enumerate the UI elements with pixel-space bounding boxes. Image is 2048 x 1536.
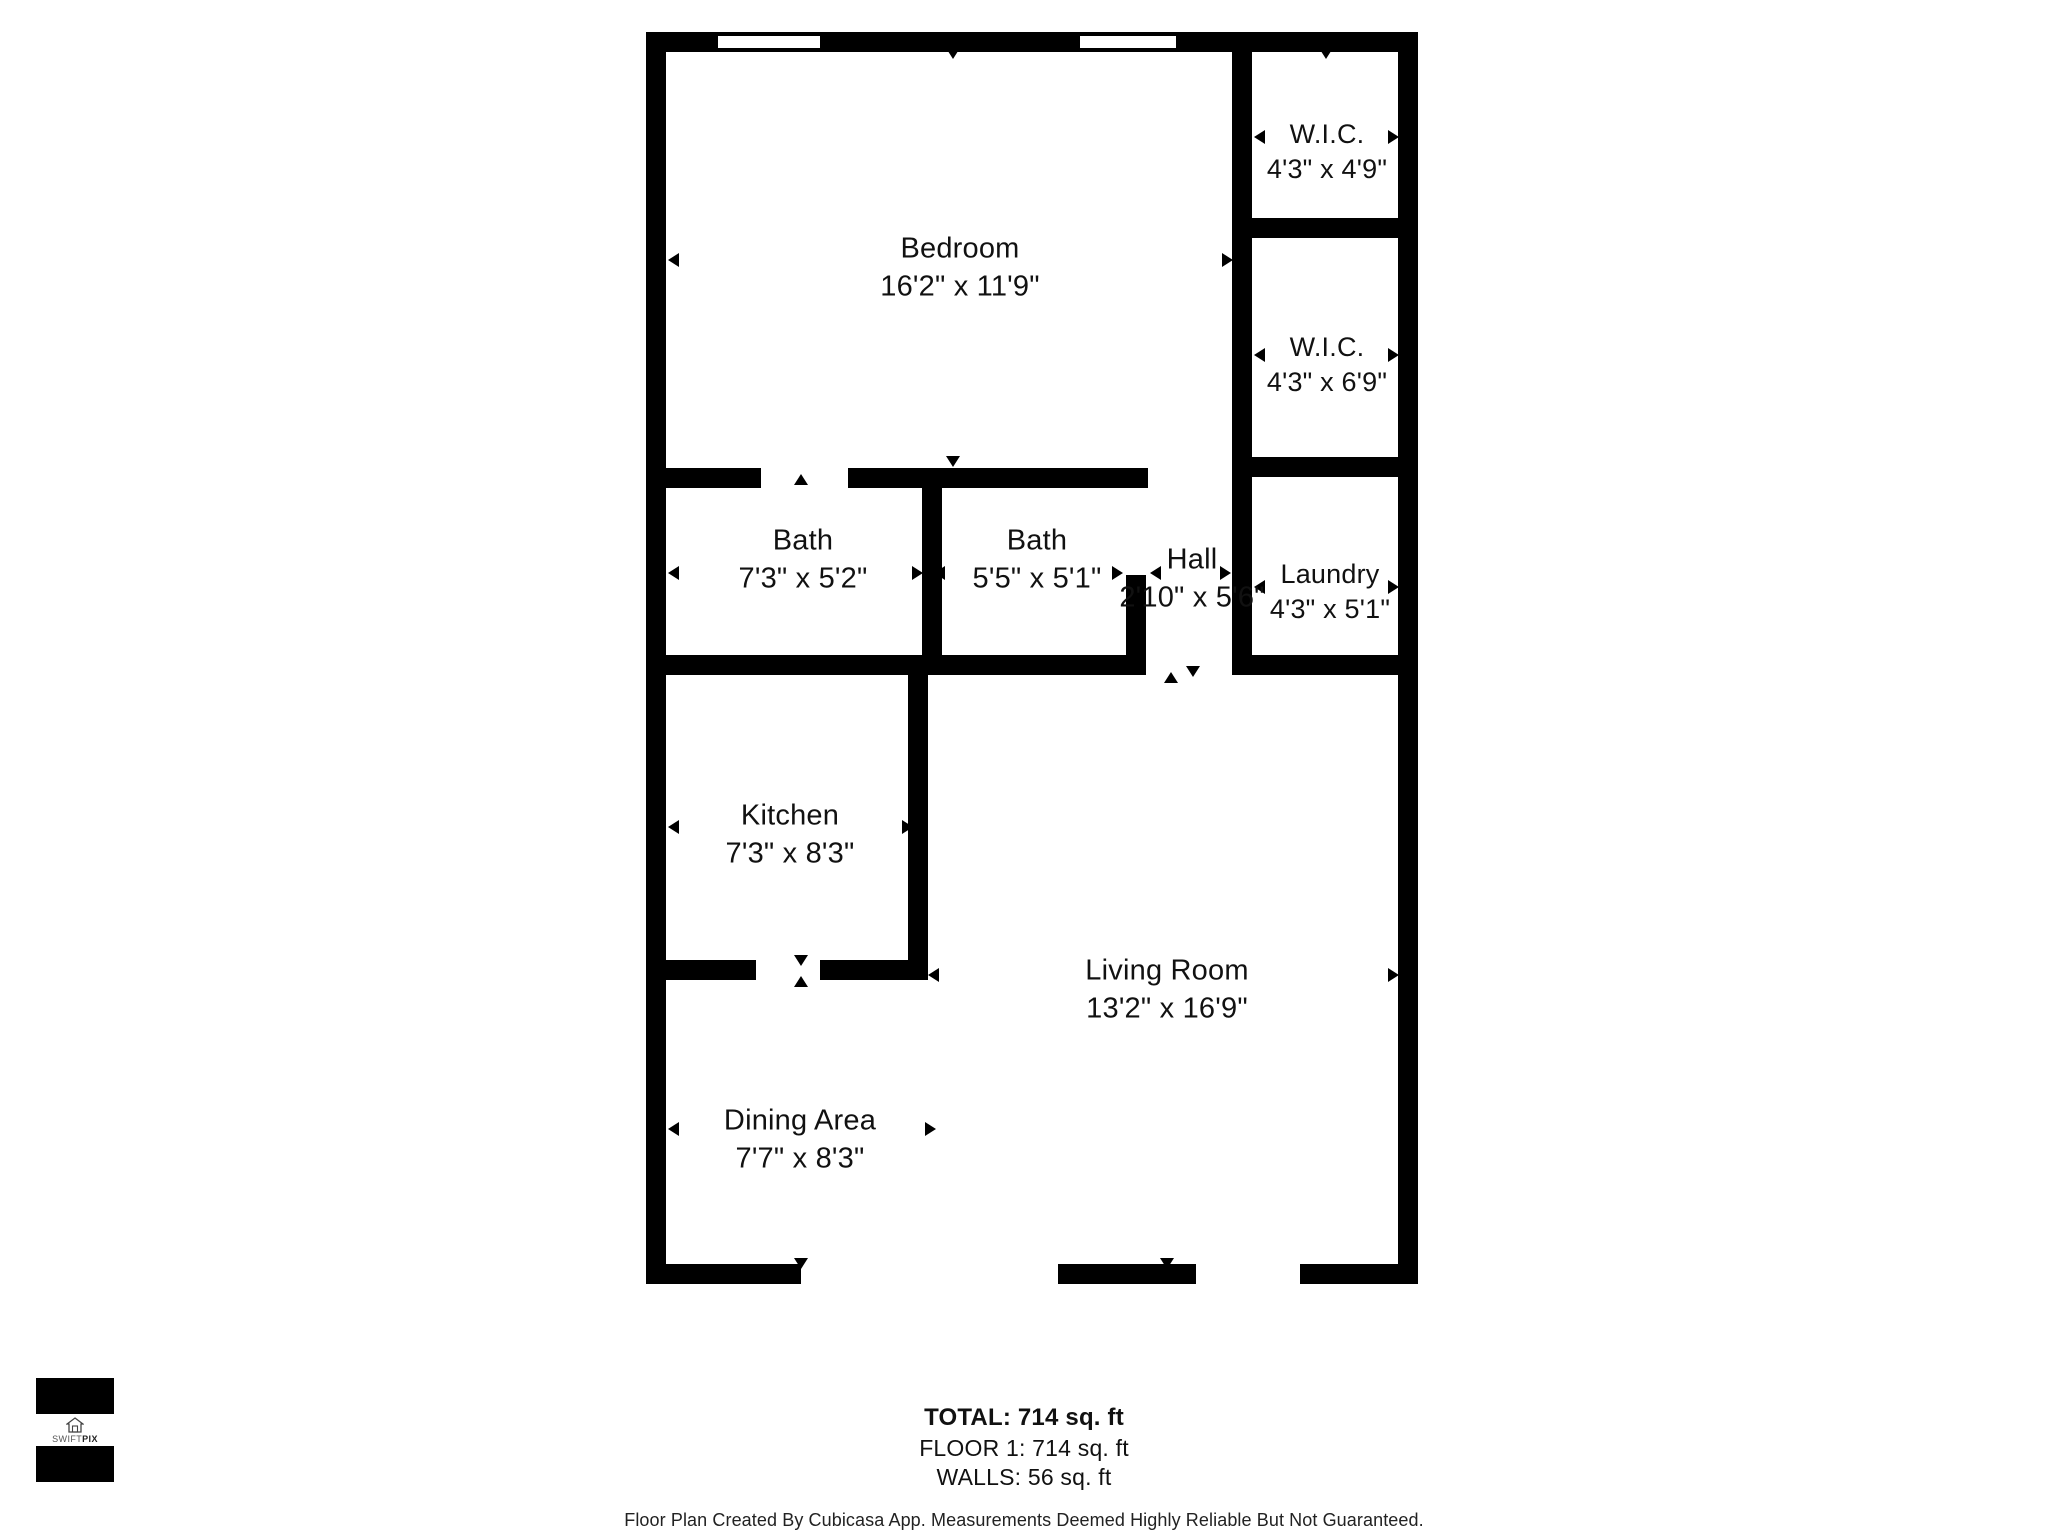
room-dimensions: 7'3" x 8'3" — [725, 837, 855, 869]
arrow-wic1-right — [1388, 130, 1399, 144]
arrow-laundry-bottom — [1319, 662, 1333, 673]
room-name: Laundry — [1280, 558, 1380, 589]
room-name: Kitchen — [740, 799, 840, 832]
room-name: W.I.C. — [1289, 331, 1365, 362]
room-name: W.I.C. — [1289, 118, 1365, 149]
room-label-wic-2 — [1267, 330, 1387, 400]
wall-kitchen-bottom-right — [820, 960, 928, 980]
arrow-hall-left — [1150, 566, 1161, 580]
logo-bar-bottom — [36, 1446, 114, 1482]
room-label-bath-1 — [739, 522, 868, 597]
swiftpix-logo — [36, 1378, 114, 1482]
arrow-hall-bottom-2 — [1186, 666, 1200, 677]
house-icon — [66, 1417, 84, 1433]
arrow-wic1-top — [1319, 48, 1333, 59]
logo-wordmark — [52, 1434, 98, 1444]
logo-word-light: SWIFT — [52, 1433, 83, 1444]
wall-kitchen-bottom-left — [646, 960, 756, 980]
room-label-kitchen — [726, 797, 855, 872]
arrow-wic2-right — [1388, 348, 1399, 362]
room-dimensions: 2'10" x 5'6" — [1119, 581, 1265, 613]
room-dimensions: 13'2" x 16'9" — [1086, 992, 1248, 1024]
room-label-dining-area — [724, 1102, 876, 1177]
room-label-laundry — [1270, 557, 1390, 627]
total-area-text: TOTAL: 714 sq. ft — [924, 1404, 1124, 1431]
arrow-kitchen-left — [668, 820, 679, 834]
room-dimensions: 7'7" x 8'3" — [735, 1142, 865, 1174]
arrow-kitchen-bottom — [794, 955, 808, 966]
wall-bedroom-hall-2 — [848, 468, 1148, 488]
arrow-laundry-left — [1254, 580, 1265, 594]
room-label-bath-2 — [973, 522, 1102, 597]
logo-mark — [36, 1414, 114, 1446]
arrow-living-right — [1388, 968, 1399, 982]
window-bedroom-right — [1080, 32, 1176, 52]
arrow-bath1-top — [794, 474, 808, 485]
wall-exterior-top-right — [1248, 32, 1418, 52]
arrow-wic2-left — [1254, 348, 1265, 362]
wall-bath2-bottom — [942, 655, 1146, 675]
room-name: Living Room — [1085, 954, 1249, 987]
wall-exterior-bottom-left — [646, 1264, 801, 1284]
room-dimensions: 4'3" x 5'1" — [1269, 594, 1391, 624]
arrow-bath2-right — [1112, 566, 1123, 580]
room-name: Bath — [1006, 524, 1068, 557]
room-dimensions: 7'3" x 5'2" — [738, 562, 868, 594]
arrow-hall-bottom-1 — [1164, 672, 1178, 683]
arrow-kitchen-right — [902, 820, 913, 834]
arrow-bath2-left — [934, 566, 945, 580]
arrow-bath1-left — [668, 566, 679, 580]
floor1-area-text: FLOOR 1: 714 sq. ft — [919, 1435, 1129, 1461]
walls-area-text: WALLS: 56 sq. ft — [936, 1464, 1112, 1490]
wall-between-closets — [1252, 218, 1418, 238]
window-bedroom-left — [718, 32, 820, 52]
room-name: Hall — [1166, 543, 1218, 576]
arrow-wic2-bottom — [1319, 462, 1333, 473]
room-label-wic-1 — [1267, 117, 1387, 187]
arrow-laundry-right — [1388, 580, 1399, 594]
arrow-kitchen-bottom-2 — [794, 976, 808, 987]
arrow-dining-right — [925, 1122, 936, 1136]
arrow-bath1-bottom — [794, 660, 808, 671]
wall-kitchen-right — [908, 665, 928, 960]
arrow-dining-left — [668, 1122, 679, 1136]
arrow-bath2-bottom — [1028, 660, 1042, 671]
room-dimensions: 4'3" x 6'9" — [1266, 367, 1388, 397]
room-name: Dining Area — [723, 1104, 877, 1137]
logo-bar-top — [36, 1378, 114, 1414]
arrow-bedroom-top — [946, 48, 960, 59]
room-name: Bedroom — [900, 232, 1020, 265]
disclaimer-text: Floor Plan Created By Cubicasa App. Measurements Deemed Highly Reliable But Not Guaranteed. — [624, 1510, 1424, 1530]
arrow-bedroom-right — [1222, 253, 1233, 267]
wall-exterior-bottom-right — [1300, 1264, 1418, 1284]
wall-bedroom-closet-vertical — [1232, 52, 1252, 477]
arrow-hall-right — [1220, 566, 1231, 580]
arrow-bedroom-bottom — [946, 456, 960, 467]
room-dimensions: 16'2" x 11'9" — [880, 270, 1040, 302]
arrow-wic2-top — [1319, 224, 1333, 235]
wall-exterior-bottom-middle — [1058, 1264, 1196, 1284]
room-dimensions: 5'5" x 5'1" — [972, 562, 1102, 594]
arrow-bath2-top — [1028, 474, 1042, 485]
arrow-wic1-left — [1254, 130, 1265, 144]
arrow-living-left — [928, 968, 939, 982]
room-label-living-room — [1085, 952, 1248, 1027]
arrow-dining-bottom — [794, 1258, 808, 1269]
room-dimensions: 4'3" x 4'9" — [1266, 154, 1388, 184]
area-summary — [0, 1404, 2048, 1531]
arrow-bedroom-left — [668, 253, 679, 267]
arrow-bath1-right — [912, 566, 923, 580]
arrow-living-bottom — [1160, 1258, 1174, 1269]
room-label-bedroom — [880, 230, 1040, 305]
room-name: Bath — [772, 524, 834, 557]
wall-bedroom-hall — [646, 468, 761, 488]
wall-laundry-left — [1232, 477, 1252, 667]
logo-word-bold: PIX — [82, 1433, 98, 1444]
